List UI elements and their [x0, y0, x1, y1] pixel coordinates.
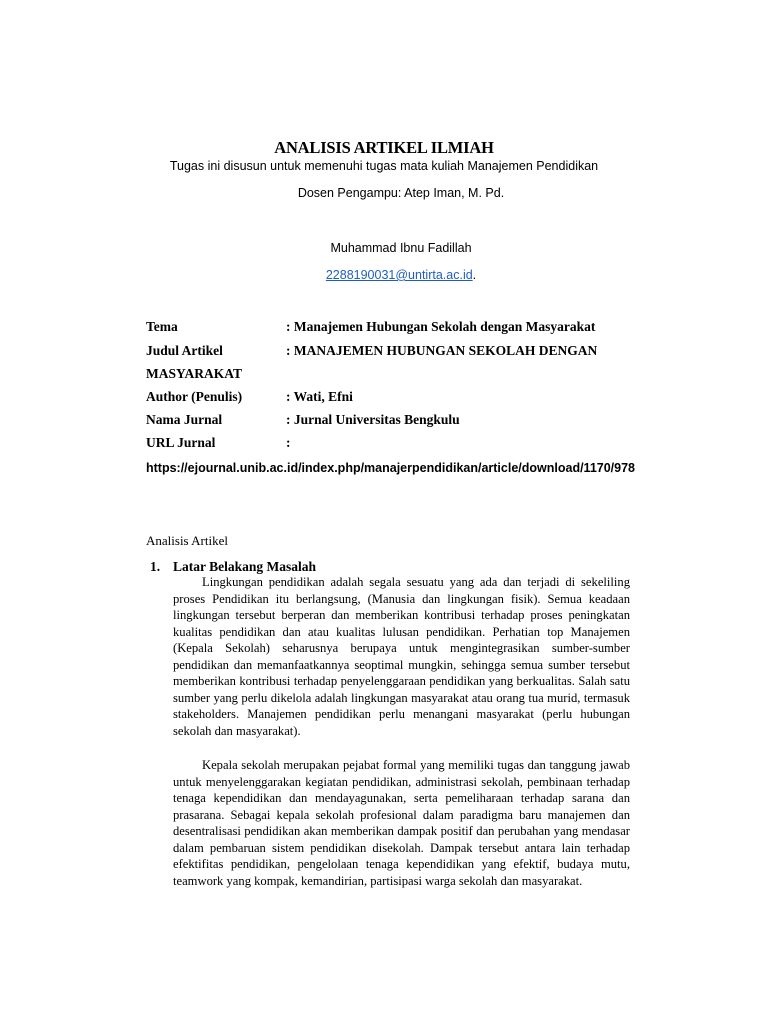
url-colon: : [286, 435, 291, 450]
jurnal-label: Nama Jurnal [146, 412, 223, 427]
journal-url[interactable]: https://ejournal.unib.ac.id/index.php/manajerpendidikan/article/download/1170/978 [146, 461, 636, 475]
email-line [0, 268, 768, 282]
lecturer-line: Dosen Pengampu: Atep Iman, M. Pd. [297, 186, 505, 200]
analysis-intro: Analisis Artikel [146, 533, 228, 548]
penulis-label: Author (Penulis) [146, 389, 243, 404]
email-link[interactable]: 2288190031@untirta.ac.id [325, 268, 473, 282]
section-heading: Latar Belakang Masalah [173, 559, 317, 574]
subtitle: Tugas ini disusun untuk memenuhi tugas mata kuliah Manajemen Pendidikan [169, 159, 599, 173]
jurnal-value: : Jurnal Universitas Bengkulu [286, 412, 460, 427]
tema-value: : Manajemen Hubungan Sekolah dengan Masyarakat [286, 319, 596, 334]
tema-label: Tema [146, 319, 178, 334]
author-name: Muhammad Ibnu Fadillah [330, 241, 472, 255]
email-suffix: . [472, 268, 477, 282]
judul-value-continued: MASYARAKAT [146, 366, 243, 381]
judul-value: : MANAJEMEN HUBUNGAN SEKOLAH DENGAN [286, 343, 598, 358]
paragraph: Lingkungan pendidikan adalah segala sesuatu yang ada dan terjadi di sekeliling proses Pendidikan itu berlangsung, (Manusia dan lingkungan fisik). Semua keadaan lingkungan tersebut berperan dan memberikan kontribusi terhadap proses peningkatan kualitas pendidikan dan atau kualitas lulusan pendidikan. Perhatian top Manajemen (Kepala Sekolah) seharusnya berupaya untuk mengintegrasikan sumber-sumber pendidikan dan memanfaatkannya seoptimal mungkin, sehingga semua sumber tersebut memberikan kontribusi terhadap penyelenggaraan pendidikan yang berkualitas. Salah satu sumber yang perlu dikelola adalah lingkungan masyarakat atau orang tua murid, termasuk stakeholders. Manajemen pendidikan perlu menangani masyarakat (perlu hubungan sekolah dan masyarakat). [173, 575, 630, 738]
paragraph: Kepala sekolah merupakan pejabat formal yang memiliki tugas dan tanggung jawab untuk menyelenggarakan kegiatan pendidikan, administrasi sekolah, pembinaan terhadap tenaga kependidikan dan mendayagunakan, serta pemeliharaan terhadap sarana dan prasarana. Sebagai kepala sekolah profesional dalam paradigma baru manajemen dan desentralisasi pendidikan akan memberikan dampak positif dan perubahan yang mendasar dalam pembaruan sistem pendidikan disekolah. Dampak tersebut antara lain terhadap efektifitas pendidikan, pengelolaan tenaga kependidikan yang efektif, budaya mutu, teamwork yang kompak, kemandirian, partisipasi warga sekolah dan masyarakat. [173, 758, 630, 888]
penulis-value: : Wati, Efni [286, 389, 353, 404]
url-label: URL Jurnal [146, 435, 216, 450]
judul-label: Judul Artikel [146, 343, 223, 358]
page-title: ANALISIS ARTIKEL ILMIAH [274, 138, 494, 157]
section-number: 1. [150, 559, 161, 574]
